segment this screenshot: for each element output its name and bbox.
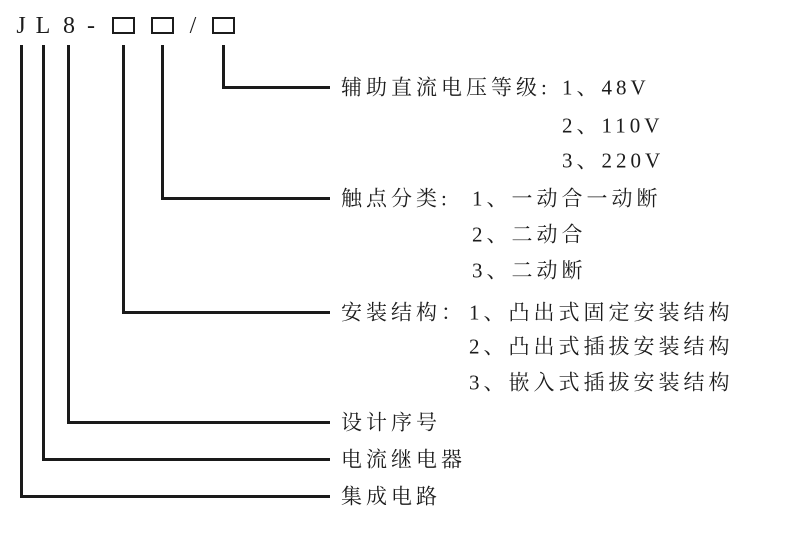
option-contact-category-1: 1、一动合一动断 xyxy=(472,186,662,210)
option-mounting-structure-1: 1、凸出式固定安装结构 xyxy=(469,300,734,324)
label-mounting-structure: 安装结构： xyxy=(341,300,466,324)
connector-circuit-horizontal xyxy=(20,495,330,498)
connector-contact-vertical xyxy=(161,45,164,200)
connector-serial-vertical xyxy=(67,45,70,424)
model-char-l: L xyxy=(35,13,51,39)
model-char-8: 8 xyxy=(63,13,75,39)
label-aux-voltage: 辅助直流电压等级: xyxy=(341,75,551,99)
placeholder-box-contact xyxy=(151,17,174,34)
option-contact-category-2: 2、二动合 xyxy=(472,222,587,247)
connector-mounting-vertical xyxy=(122,45,125,314)
option-aux-voltage-3: 3、220V xyxy=(562,148,665,173)
option-aux-voltage-1: 1、48V xyxy=(562,75,650,99)
label-contact-category: 触点分类: xyxy=(341,186,451,210)
model-char-j: J xyxy=(16,13,26,39)
connector-voltage-horizontal xyxy=(222,86,330,89)
label-design-serial: 设计序号 xyxy=(341,410,441,434)
option-contact-category-3: 3、二动断 xyxy=(472,258,587,283)
option-aux-voltage-2: 2、110V xyxy=(562,113,664,138)
connector-circuit-vertical xyxy=(20,45,23,498)
connector-contact-horizontal xyxy=(161,197,330,200)
option-mounting-structure-3: 3、嵌入式插拔安装结构 xyxy=(469,370,734,395)
placeholder-box-mounting xyxy=(112,17,135,34)
label-relay-type: 电流继电器 xyxy=(341,447,466,471)
connector-relay-horizontal xyxy=(42,458,330,461)
placeholder-box-voltage xyxy=(212,17,235,34)
connector-serial-horizontal xyxy=(67,421,330,424)
model-slash: / xyxy=(189,13,197,39)
connector-relay-vertical xyxy=(42,45,45,461)
option-mounting-structure-2: 2、凸出式插拔安装结构 xyxy=(469,334,734,359)
label-circuit-type: 集成电路 xyxy=(341,484,441,508)
connector-voltage-vertical xyxy=(222,45,225,89)
connector-mounting-horizontal xyxy=(122,311,330,314)
model-dash: - xyxy=(87,13,95,39)
